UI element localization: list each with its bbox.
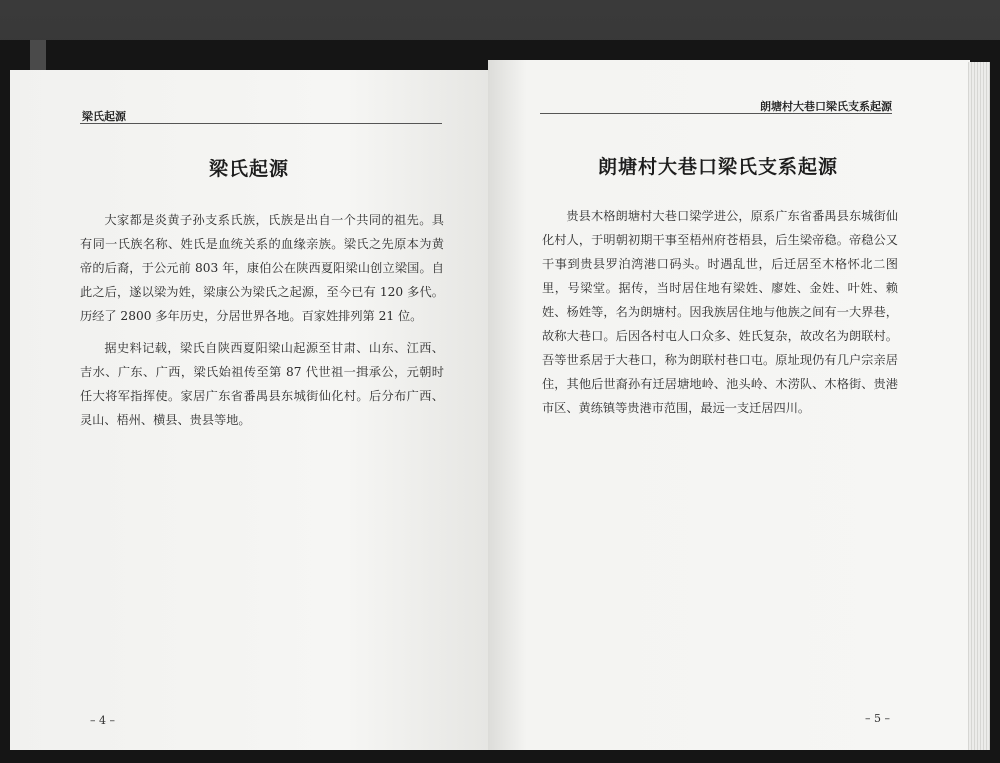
right-page-number: – 5 – [865,712,890,725]
left-header-rule [80,123,442,124]
left-running-head: 梁氏起源 [82,110,126,123]
left-page [10,70,488,750]
left-paragraph-1: 大家都是炎黄子孙支系氏族，氏族是出自一个共同的祖先。具有同一氏族名称、姓氏是血统关系的血缘亲族。梁氏之先原本为黄帝的后裔，于公元前 803 年，康伯公在陕西夏阳梁山创立梁国。自此之后，遂以梁为姓，梁康公为梁氏之起源，至今已有 120 多代。历经了 2800 多年历史，分居世界各地。百家姓排列第 21 位。 [80,213,444,323]
left-body-text [80,208,444,440]
page-edges [968,62,990,750]
right-paragraph-1: 贵县木格朗塘村大巷口梁学进公，原系广东省番禺县东城街仙化村人，于明朝初期干事至梧州府苍梧县，后生梁帝稳。帝稳公又干事到贵县罗泊湾港口码头。时遇乱世，后迁居至木格怀北二图里，号梁堂。据传，当时居住地有梁姓、廖姓、金姓、叶姓、赖姓、杨姓等，名为朗塘村。因我族居住地与他族之间有一大界巷，故称大巷口。后因各村屯人口众多、姓氏复杂，故改名为朗联村。吾等世系居于大巷口，称为朗联村巷口屯。原址现仍有几户宗亲居住，其他后世裔孙有迁居塘地岭、池头岭、木涝队、木格街、贵港市区、黄练镇等贵港市范围，最远一支迁居四川。 [542,209,898,415]
left-page-number: – 4 – [90,714,115,727]
right-page [488,60,970,750]
right-body-text [542,204,898,428]
left-page-title: 梁氏起源 [208,158,289,180]
right-header-rule [540,113,892,114]
left-paragraph-2: 据史料记载，梁氏自陕西夏阳梁山起源至甘肃、山东、江西、吉水、广东、广西，梁氏始祖传至第 87 代世祖一揖承公，元朝时任大将军指挥使。家居广东省番禺县东城街仙化村。后分布广西、灵山、梧州、横县、贵县等地。 [80,341,444,427]
right-running-head: 朗塘村大巷口梁氏支系起源 [760,100,892,113]
right-page-title: 朗塘村大巷口梁氏支系起源 [597,156,838,178]
